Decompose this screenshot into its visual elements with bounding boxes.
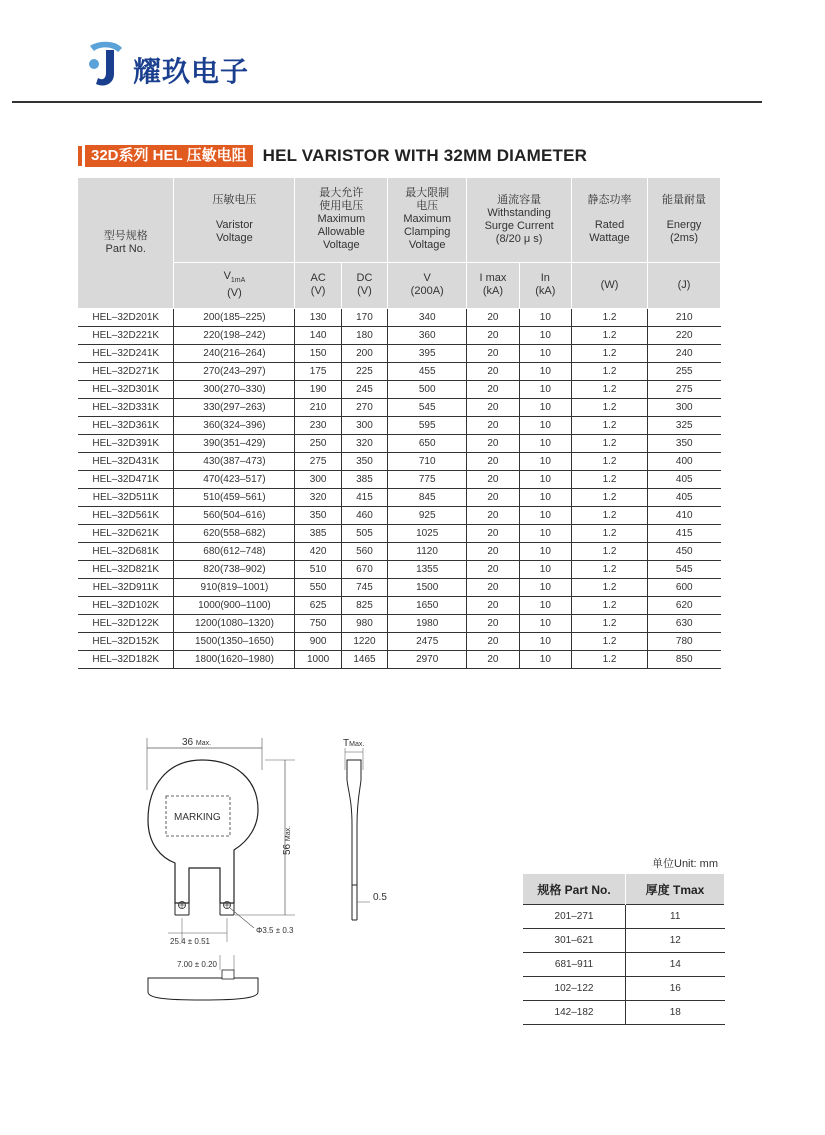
table-cell: 1.2 <box>572 506 648 524</box>
table-cell: 350 <box>295 506 341 524</box>
col-wattage: 静态功率 Rated Wattage <box>572 178 648 262</box>
table-cell: 1.2 <box>572 470 648 488</box>
table-cell: 545 <box>388 398 467 416</box>
side-view <box>347 760 361 885</box>
table-cell: 10 <box>519 488 571 506</box>
sub-energy: (J) <box>648 262 721 308</box>
table-cell: 270(243–297) <box>174 362 295 380</box>
dim-phi: Φ3.5 ± 0.3 <box>256 926 294 935</box>
table-cell: 10 <box>519 452 571 470</box>
table-cell: 1.2 <box>572 560 648 578</box>
table-cell: 390(351–429) <box>174 434 295 452</box>
table-cell: 175 <box>295 362 341 380</box>
table-cell: HEL–32D152K <box>78 632 174 650</box>
sub-dc: DC (V) <box>341 262 387 308</box>
table-cell: 350 <box>648 434 721 452</box>
table-cell: 210 <box>295 398 341 416</box>
table-cell: HEL–32D361K <box>78 416 174 434</box>
table-cell: HEL–32D102K <box>78 596 174 614</box>
table-cell: 210 <box>648 308 721 326</box>
table-cell: 20 <box>467 632 519 650</box>
thickness-row <box>523 953 725 977</box>
table-cell: 190 <box>295 380 341 398</box>
dim-t: TMax. <box>343 738 365 749</box>
dim-254: 25.4 ± 0.51 <box>170 937 210 946</box>
table-cell: 10 <box>519 524 571 542</box>
table-cell: 360 <box>388 326 467 344</box>
table-cell: 2475 <box>388 632 467 650</box>
dim-36: 36 Max. <box>182 737 212 748</box>
table-row <box>78 380 721 398</box>
table-cell: 1.2 <box>572 416 648 434</box>
table-row <box>78 488 721 506</box>
section-tag: 32D系列 HEL 压敏电阻 <box>85 145 253 167</box>
thickness-cell: 18 <box>626 1001 725 1025</box>
table-cell: 1.2 <box>572 344 648 362</box>
table-row <box>78 416 721 434</box>
table-cell: 240 <box>648 344 721 362</box>
table-cell: 620 <box>648 596 721 614</box>
table-cell: 275 <box>295 452 341 470</box>
thickness-cell: 142–182 <box>523 1001 626 1025</box>
table-cell: 1.2 <box>572 398 648 416</box>
table-cell: 630 <box>648 614 721 632</box>
table-cell: 600 <box>648 578 721 596</box>
table-cell: 20 <box>467 308 519 326</box>
table-cell: 395 <box>388 344 467 362</box>
table-cell: 745 <box>341 578 387 596</box>
thk-col-tmax: 厚度 Tmax <box>626 874 725 905</box>
table-cell: 20 <box>467 506 519 524</box>
table-cell: 275 <box>648 380 721 398</box>
table-cell: 1355 <box>388 560 467 578</box>
table-cell: 750 <box>295 614 341 632</box>
table-row <box>78 632 721 650</box>
table-cell: 325 <box>648 416 721 434</box>
table-cell: 650 <box>388 434 467 452</box>
table-cell: 360(324–396) <box>174 416 295 434</box>
table-cell: 550 <box>295 578 341 596</box>
table-cell: 220 <box>648 326 721 344</box>
table-cell: 220(198–242) <box>174 326 295 344</box>
thickness-cell: 11 <box>626 905 725 929</box>
table-cell: 1.2 <box>572 614 648 632</box>
table-cell: 10 <box>519 560 571 578</box>
table-cell: 10 <box>519 506 571 524</box>
table-cell: 10 <box>519 578 571 596</box>
thickness-cell: 102–122 <box>523 977 626 1001</box>
table-cell: 1000 <box>295 650 341 668</box>
thickness-cell: 12 <box>626 929 725 953</box>
table-cell: 20 <box>467 416 519 434</box>
table-cell: 1.2 <box>572 542 648 560</box>
table-cell: 10 <box>519 614 571 632</box>
thickness-row <box>523 905 725 929</box>
thickness-cell: 201–271 <box>523 905 626 929</box>
table-cell: 10 <box>519 632 571 650</box>
table-cell: 900 <box>295 632 341 650</box>
table-cell: 1650 <box>388 596 467 614</box>
table-cell: 1980 <box>388 614 467 632</box>
table-cell: 10 <box>519 434 571 452</box>
table-cell: 10 <box>519 362 571 380</box>
table-row <box>78 434 721 452</box>
table-row <box>78 506 721 524</box>
table-cell: 300 <box>295 470 341 488</box>
col-part: 型号规格 Part No. <box>78 178 174 308</box>
table-cell: 350 <box>341 452 387 470</box>
table-cell: HEL–32D561K <box>78 506 174 524</box>
sub-ac: AC (V) <box>295 262 341 308</box>
section-title-en: HEL VARISTOR WITH 32MM DIAMETER <box>262 146 588 165</box>
table-cell: 130 <box>295 308 341 326</box>
table-cell: 670 <box>341 560 387 578</box>
table-cell: 20 <box>467 398 519 416</box>
table-row <box>78 542 721 560</box>
table-row <box>78 308 721 326</box>
table-cell: 820(738–902) <box>174 560 295 578</box>
brand-name: 耀玖电子 <box>133 56 250 87</box>
table-cell: 20 <box>467 650 519 668</box>
thickness-row <box>523 977 725 1001</box>
table-row <box>78 650 721 668</box>
table-cell: 1.2 <box>572 596 648 614</box>
table-cell: 1.2 <box>572 488 648 506</box>
table-cell: 230 <box>295 416 341 434</box>
table-cell: 330(297–263) <box>174 398 295 416</box>
table-cell: HEL–32D301K <box>78 380 174 398</box>
table-cell: HEL–32D391K <box>78 434 174 452</box>
table-cell: 20 <box>467 470 519 488</box>
section-accent-bar <box>78 146 82 166</box>
table-cell: 595 <box>388 416 467 434</box>
table-cell: 320 <box>295 488 341 506</box>
table-cell: HEL–32D182K <box>78 650 174 668</box>
table-cell: 1000(900–1100) <box>174 596 295 614</box>
table-cell: 255 <box>648 362 721 380</box>
table-cell: 200 <box>341 344 387 362</box>
table-cell: HEL–32D331K <box>78 398 174 416</box>
table-cell: 1465 <box>341 650 387 668</box>
table-cell: 10 <box>519 380 571 398</box>
table-cell: 415 <box>648 524 721 542</box>
spec-table <box>78 178 721 669</box>
table-cell: 1800(1620–1980) <box>174 650 295 668</box>
unit-label: 单位Unit: mm <box>652 858 718 870</box>
sub-watt: (W) <box>572 262 648 308</box>
table-cell: 20 <box>467 326 519 344</box>
table-cell: 980 <box>341 614 387 632</box>
table-cell: 20 <box>467 596 519 614</box>
table-cell: 20 <box>467 344 519 362</box>
table-cell: 405 <box>648 488 721 506</box>
table-cell: 1.2 <box>572 578 648 596</box>
table-cell: 1.2 <box>572 452 648 470</box>
table-row <box>78 398 721 416</box>
table-cell: HEL–32D431K <box>78 452 174 470</box>
table-cell: 10 <box>519 650 571 668</box>
col-clamping: 最大限制 电压 Maximum Clamping Voltage <box>388 178 467 262</box>
table-cell: 10 <box>519 542 571 560</box>
table-cell: 1.2 <box>572 524 648 542</box>
table-row <box>78 560 721 578</box>
table-cell: 510 <box>295 560 341 578</box>
table-cell: 510(459–561) <box>174 488 295 506</box>
table-cell: 10 <box>519 596 571 614</box>
header-divider <box>12 101 762 103</box>
table-cell: HEL–32D471K <box>78 470 174 488</box>
table-cell: 1.2 <box>572 650 648 668</box>
table-cell: 845 <box>388 488 467 506</box>
table-row <box>78 452 721 470</box>
table-cell: HEL–32D821K <box>78 560 174 578</box>
table-cell: HEL–32D221K <box>78 326 174 344</box>
table-cell: 20 <box>467 560 519 578</box>
sub-imax: I max (kA) <box>467 262 519 308</box>
section-title <box>78 145 587 167</box>
table-cell: 20 <box>467 380 519 398</box>
thickness-table <box>523 874 725 1025</box>
table-row <box>78 362 721 380</box>
table-cell: 200(185–225) <box>174 308 295 326</box>
table-cell: 1500 <box>388 578 467 596</box>
table-cell: 410 <box>648 506 721 524</box>
table-cell: 430(387–473) <box>174 452 295 470</box>
table-cell: 20 <box>467 362 519 380</box>
table-cell: 620(558–682) <box>174 524 295 542</box>
company-logo-icon <box>84 38 126 90</box>
table-cell: 500 <box>388 380 467 398</box>
table-cell: 385 <box>295 524 341 542</box>
table-cell: 10 <box>519 326 571 344</box>
table-cell: 1025 <box>388 524 467 542</box>
table-cell: 20 <box>467 488 519 506</box>
table-cell: HEL–32D621K <box>78 524 174 542</box>
thickness-row <box>523 1001 725 1025</box>
table-cell: 1220 <box>341 632 387 650</box>
table-cell: HEL–32D911K <box>78 578 174 596</box>
table-cell: 20 <box>467 452 519 470</box>
col-surge: 通流容量 Withstanding Surge Current (8/20 μ s) <box>467 178 572 262</box>
table-cell: 20 <box>467 434 519 452</box>
table-cell: 250 <box>295 434 341 452</box>
table-row <box>78 596 721 614</box>
table-cell: 775 <box>388 470 467 488</box>
thickness-cell: 14 <box>626 953 725 977</box>
table-row <box>78 470 721 488</box>
table-cell: 400 <box>648 452 721 470</box>
table-row <box>78 578 721 596</box>
table-cell: 420 <box>295 542 341 560</box>
table-cell: 1500(1350–1650) <box>174 632 295 650</box>
sub-clamp: V (200A) <box>388 262 467 308</box>
table-cell: 625 <box>295 596 341 614</box>
table-cell: 140 <box>295 326 341 344</box>
dim-700: 7.00 ± 0.20 <box>177 960 217 969</box>
table-cell: 240(216–264) <box>174 344 295 362</box>
table-cell: 460 <box>341 506 387 524</box>
sub-v1ma: $V_{1mA}$ (V) <box>174 262 295 308</box>
table-cell: 2970 <box>388 650 467 668</box>
table-cell: 300 <box>341 416 387 434</box>
table-cell: 450 <box>648 542 721 560</box>
varistor-outline <box>148 760 258 903</box>
table-cell: 910(819–1001) <box>174 578 295 596</box>
table-cell: HEL–32D271K <box>78 362 174 380</box>
dimension-drawing <box>130 730 450 1040</box>
table-cell: 300(270–330) <box>174 380 295 398</box>
table-cell: 10 <box>519 308 571 326</box>
table-cell: 20 <box>467 614 519 632</box>
table-cell: 560(504–616) <box>174 506 295 524</box>
table-cell: HEL–32D122K <box>78 614 174 632</box>
table-cell: 1.2 <box>572 632 648 650</box>
table-cell: 20 <box>467 524 519 542</box>
dim-56: 56 Max. <box>282 825 293 855</box>
table-cell: 1.2 <box>572 308 648 326</box>
table-cell: 10 <box>519 416 571 434</box>
table-cell: HEL–32D511K <box>78 488 174 506</box>
table-cell: 405 <box>648 470 721 488</box>
table-cell: 320 <box>341 434 387 452</box>
table-cell: 560 <box>341 542 387 560</box>
table-cell: 415 <box>341 488 387 506</box>
table-cell: 710 <box>388 452 467 470</box>
thk-col-part: 规格 Part No. <box>523 874 626 905</box>
table-cell: 385 <box>341 470 387 488</box>
table-cell: 300 <box>648 398 721 416</box>
table-row <box>78 524 721 542</box>
col-varistor: 压敏电压 Varistor Voltage <box>174 178 295 262</box>
table-cell: 245 <box>341 380 387 398</box>
table-cell: HEL–32D201K <box>78 308 174 326</box>
thickness-cell: 301–621 <box>523 929 626 953</box>
table-cell: 455 <box>388 362 467 380</box>
table-cell: 20 <box>467 542 519 560</box>
sub-in: In (kA) <box>519 262 571 308</box>
table-cell: 180 <box>341 326 387 344</box>
table-cell: 10 <box>519 398 571 416</box>
table-cell: 545 <box>648 560 721 578</box>
table-row <box>78 344 721 362</box>
table-cell: 1.2 <box>572 362 648 380</box>
table-cell: 225 <box>341 362 387 380</box>
table-cell: 680(612–748) <box>174 542 295 560</box>
table-cell: 170 <box>341 308 387 326</box>
table-cell: 270 <box>341 398 387 416</box>
col-allowable: 最大允许 使用电压 Maximum Allowable Voltage <box>295 178 388 262</box>
table-cell: 780 <box>648 632 721 650</box>
table-cell: 340 <box>388 308 467 326</box>
table-cell: 505 <box>341 524 387 542</box>
table-cell: 1.2 <box>572 434 648 452</box>
table-cell: 10 <box>519 344 571 362</box>
thickness-cell: 16 <box>626 977 725 1001</box>
table-cell: 470(423–517) <box>174 470 295 488</box>
table-cell: 20 <box>467 578 519 596</box>
table-cell: 825 <box>341 596 387 614</box>
marking-label: MARKING <box>174 812 221 823</box>
table-cell: 10 <box>519 470 571 488</box>
table-cell: 1.2 <box>572 380 648 398</box>
dim-05: 0.5 <box>373 892 387 903</box>
table-cell: 1120 <box>388 542 467 560</box>
table-cell: 925 <box>388 506 467 524</box>
table-cell: 150 <box>295 344 341 362</box>
table-row <box>78 326 721 344</box>
table-cell: 850 <box>648 650 721 668</box>
thickness-cell: 681–911 <box>523 953 626 977</box>
table-cell: 1.2 <box>572 326 648 344</box>
table-cell: HEL–32D241K <box>78 344 174 362</box>
col-energy: 能量耐量 Energy (2ms) <box>648 178 721 262</box>
table-row <box>78 614 721 632</box>
table-cell: HEL–32D681K <box>78 542 174 560</box>
table-cell: 1200(1080–1320) <box>174 614 295 632</box>
thickness-row <box>523 929 725 953</box>
